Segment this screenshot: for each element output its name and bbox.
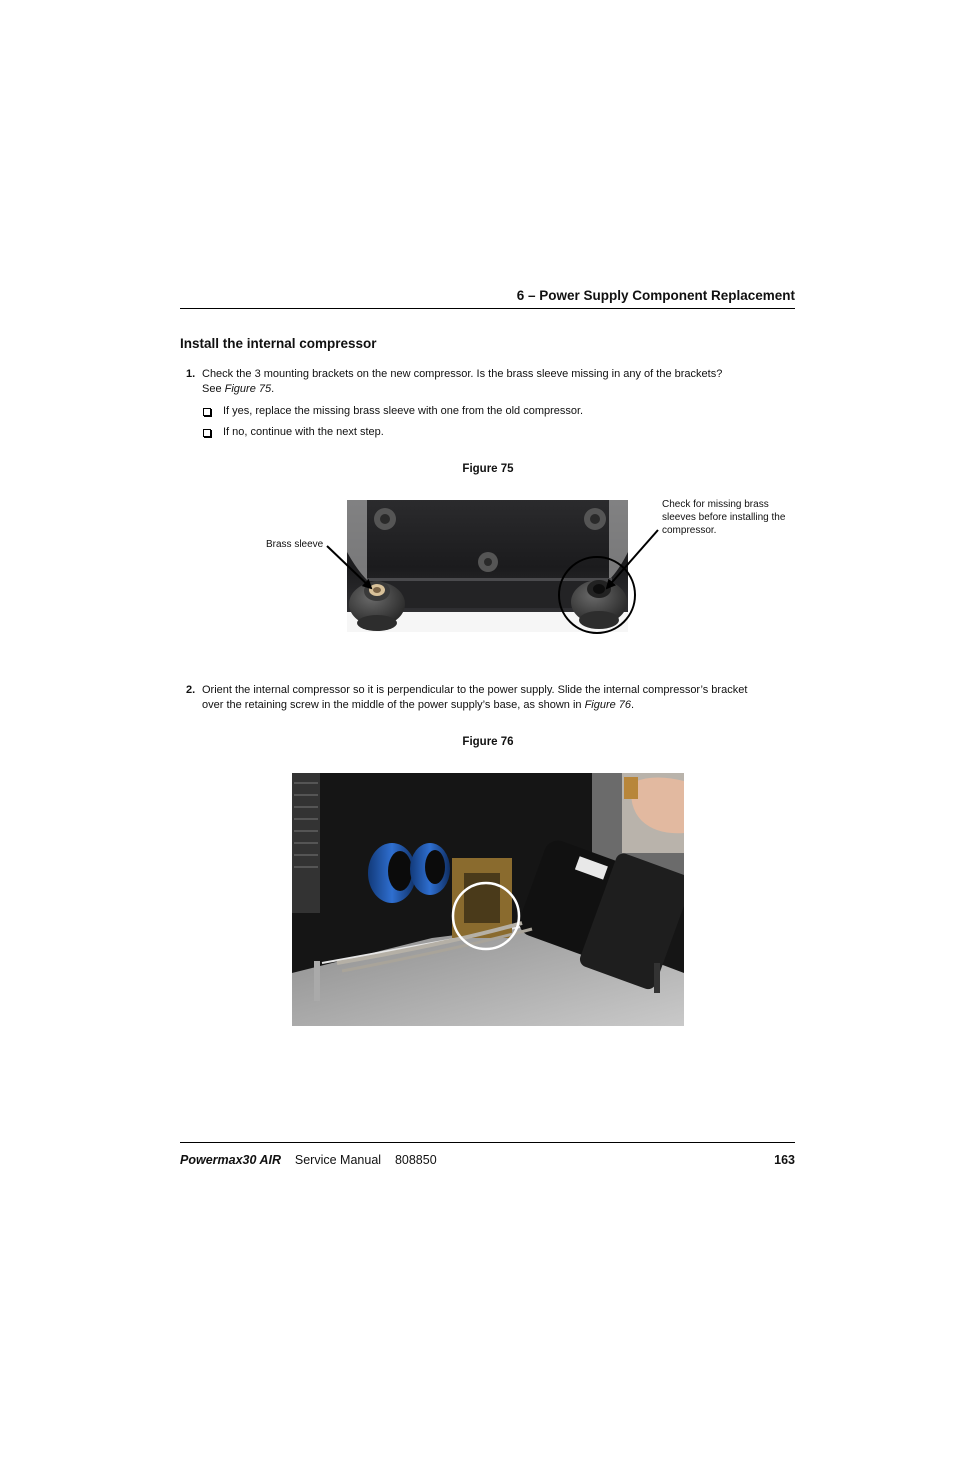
- bullet-text: If yes, replace the missing brass sleeve with one from the old compressor.: [223, 405, 584, 417]
- compressor-installation-illustration: [292, 773, 684, 1026]
- step-2-text: [202, 683, 792, 713]
- highlight-circle-icon: [559, 557, 635, 633]
- brass-sleeve-callout: Brass sleeve: [266, 539, 324, 550]
- figure-75-reference-link[interactable]: Figure 75: [224, 383, 272, 395]
- bullet-text: If no, continue with the next step.: [223, 426, 384, 438]
- step-1-line1: Check the 3 mounting brackets on the new compressor. Is the brass sleeve missing in any of the brackets?: [202, 368, 723, 380]
- figure-76-reference-link[interactable]: Figure 76: [584, 699, 632, 711]
- step-2-line2-prefix: over the retaining screw in the middle of the power supply’s base, as shown in: [202, 699, 585, 711]
- figure-76-photo: [292, 773, 684, 1026]
- section-title: Install the internal compressor: [180, 336, 377, 351]
- step-1-line2-suffix: .: [271, 383, 275, 395]
- product-name: Powermax30 AIR: [180, 1153, 281, 1167]
- brass-sleeve-arrow: [327, 546, 371, 588]
- step-2-line1: Orient the internal compressor so it is perpendicular to the power supply. Slide the internal compressor’s bracket: [202, 684, 748, 696]
- footer-rule: [180, 1142, 795, 1143]
- step-1-line2-prefix: See: [202, 383, 225, 395]
- missing-sleeve-callout: [662, 498, 802, 537]
- step-2-number: 2.: [186, 684, 196, 696]
- step-2-line2-suffix: .: [631, 699, 635, 711]
- figure-75-label: Figure 75: [462, 463, 514, 475]
- step-2-line2: [202, 698, 792, 713]
- footer-left: [180, 1153, 437, 1167]
- figure-75-annotations: [0, 0, 954, 700]
- step-1-number: 1.: [186, 368, 196, 380]
- chapter-header: 6 – Power Supply Component Replacement: [516, 288, 795, 303]
- callout-line: sleeves before installing the: [662, 512, 786, 523]
- callout-line: compressor.: [662, 525, 717, 536]
- page-number: 163: [774, 1153, 795, 1167]
- figure-76-label: Figure 76: [462, 736, 514, 748]
- callout-line: Check for missing brass: [662, 499, 769, 510]
- manual-name: Service Manual: [294, 1153, 382, 1167]
- step-2: [186, 683, 786, 715]
- part-number: 808850: [394, 1153, 437, 1167]
